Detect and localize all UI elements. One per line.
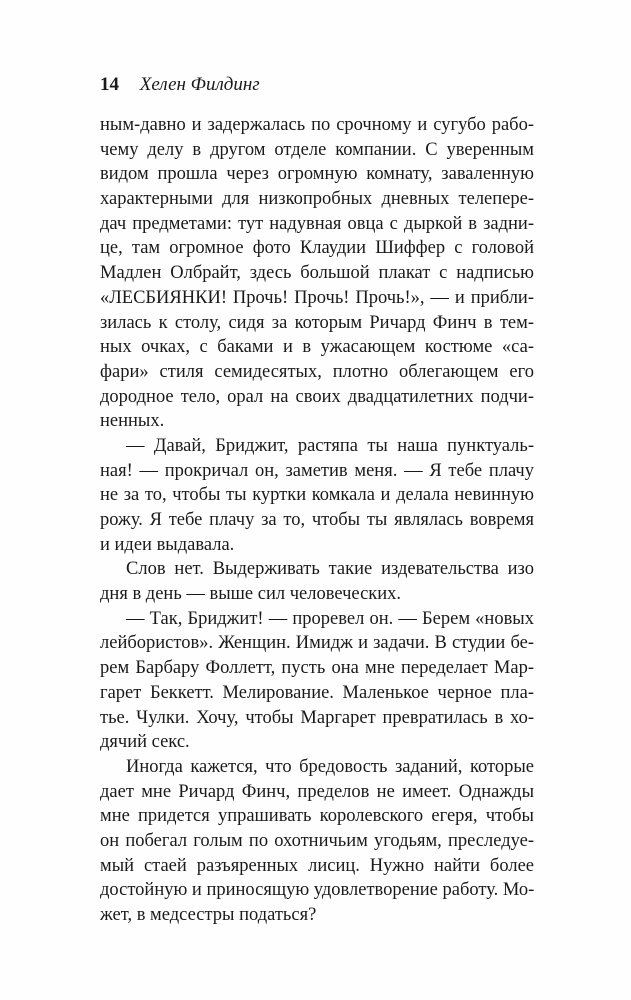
text-line: ная! — прокричал он, заметив меня. — Я тебе плачу (100, 460, 534, 481)
text-line: ным-давно и задержалась по срочному и сугубо рабо- (100, 115, 534, 135)
text-line: дородное тело, орал на своих двадцатилетних подчи- (100, 386, 534, 407)
text-line: дает мне Ричард Финч, пределов не имеет. Однажды (100, 781, 534, 802)
text-line: Слов нет. Выдерживать такие издевательства изо (126, 559, 534, 580)
text-line: дач предметами: тут надувная овца с дыркой в задни- (100, 213, 534, 234)
text-line: мне придется упрашивать королевского егеря, чтобы (100, 806, 534, 827)
text-line: дячий секс. (100, 732, 190, 753)
body-text (100, 113, 534, 928)
text-line: не за то, чтобы ты куртки комкала и делала невинную (100, 485, 534, 506)
text-line: Мадлен Олбрайт, здесь большой плакат с надписью (100, 263, 534, 284)
text-line: лейбористов». Женщин. Имидж и задачи. В студии бе- (100, 633, 534, 654)
running-title: Хелен Филдинг (139, 74, 260, 95)
text-line: и идеи выдавала. (100, 534, 235, 555)
text-line: достойную и приносящую удовлетворение работу. Мо- (100, 880, 535, 901)
text-line: фари» стиля семидесятых, плотно облегающем его (100, 361, 534, 382)
text-line: Иногда кажется, что бредовость заданий, которые (126, 756, 534, 777)
text-line: тье. Чулки. Хочу, чтобы Маргарет превратилась в хо- (100, 707, 534, 728)
text-line: видом прошла через огромную комнату, заваленную (100, 164, 534, 185)
text-line: «ЛЕСБИЯНКИ! Прочь! Прочь! Прочь!», — и прибли- (100, 287, 534, 308)
text-line: — Давай, Бриджит, растяпа ты наша пунктуаль- (126, 435, 534, 456)
text-line: характерными для низкопробных дневных телепере- (100, 189, 534, 210)
text-line: ных очках, с баками и в ужасающем костюме «са- (100, 337, 534, 358)
text-line: чему делу в другом отделе компании. С уверенным (100, 139, 534, 160)
text-line: це, там огромное фото Клаудии Шиффер с головой (100, 238, 534, 259)
text-line: мый стаей разъяренных лисиц. Нужно найти более (100, 855, 534, 876)
text-line: рожу. Я тебе плачу за то, чтобы ты являлась вовремя (100, 510, 534, 530)
text-line: зилась к столу, сидя за которым Ричард Финч в тем- (100, 312, 534, 333)
page-header (100, 74, 260, 96)
text-line: он побегал голым по охотничьим угодьям, преследуе- (100, 830, 534, 851)
text-line: гарет Беккетт. Мелирование. Маленькое черное пла- (100, 682, 534, 703)
text-line: ненных. (100, 411, 165, 432)
text-line: рем Барбару Фоллетт, пусть она мне переделает Мар- (100, 658, 534, 679)
text-line: дня в день — выше сил человеческих. (100, 584, 402, 605)
page-number: 14 (100, 74, 119, 95)
text-line: — Так, Бриджит! — проревел он. — Берем «новых (126, 608, 534, 629)
text-line: жет, в медсестры податься? (100, 905, 317, 925)
